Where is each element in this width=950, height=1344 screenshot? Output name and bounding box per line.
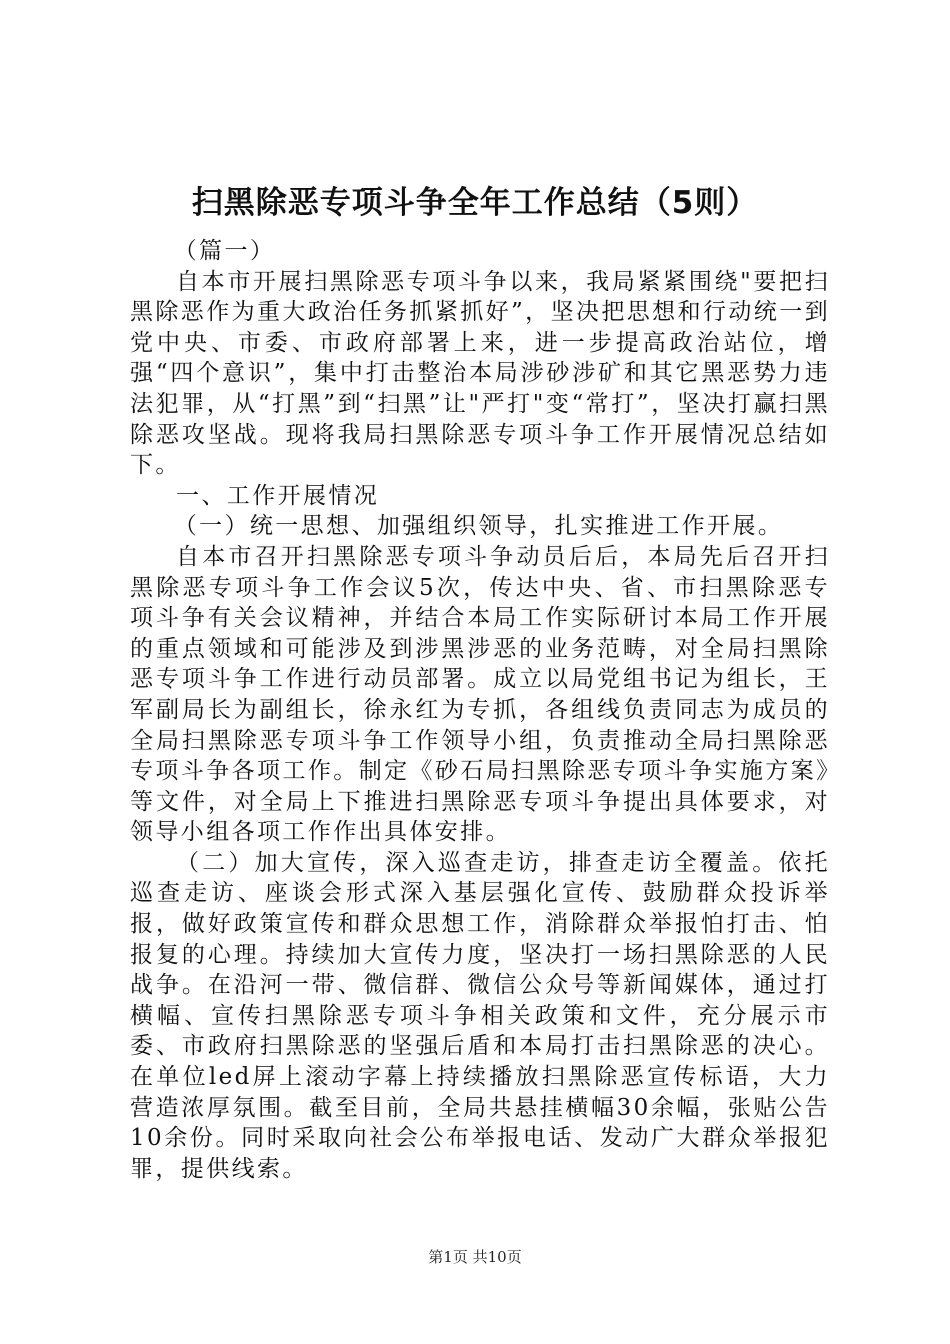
subsection-heading-one: （一）统一思想、加强组织领导，扎实推进工作开展。 — [173, 513, 784, 540]
body-paragraph-organization: 自本市召开扫黑除恶专项斗争动员后后，本局先后召开扫黑除恶专项斗争工作会议5次，传达中央、省、市扫黑除恶专项斗争有关会议精神，并结合本局工作实际研讨本局工作开展的重点领域和可能涉及到涉黑涉恶的业务范畴，对全局扫黑除恶专项斗争工作进行动员部署。成立以局党组书记为组长，王军副局长为副组长，徐永红为专抓，各组线负责同志为成员的全局扫黑除恶专项斗争工作领导小组，负责推动全局扫黑除恶专项斗争各项工作。制定《砂石局扫黑除恶专项斗争实施方案》等文件，对全局上下推进扫黑除恶专项斗争提出具体要求，对领导小组各项工作作出具体安排。 — [130, 543, 830, 846]
document-title: 扫黑除恶专项斗争全年工作总结（5则） — [191, 185, 759, 221]
body-paragraph-publicity: （二）加大宣传，深入巡查走访，排查走访全覆盖。依托巡查走访、座谈会形式深入基层强化宣传、鼓励群众投诉举报，做好政策宣传和群众思想工作，消除群众举报怕打击、怕报复的心理。持续加大宣传力度，坚决打一场扫黑除恶的人民战争。在沿河一带、微信群、微信公众号等新闻媒体，通过打横幅、宣传扫黑除恶专项斗争相关政策和文件，充分展示市委、市政府扫黑除恶的坚强后盾和本局打击扫黑除恶的决心。在单位led屏上滚动字幕上持续播放扫黑除恶宣传标语，大力营造浓厚氛围。截至目前，全局共悬挂横幅30余幅，张贴公告10余份。同时采取向社会公布举报电话、发动广大群众举报犯罪，提供线索。 — [130, 849, 830, 1182]
document-body — [130, 236, 830, 1184]
section-heading-work-status: 一、工作开展情况 — [176, 482, 380, 509]
page-number-footer: 第1页 共10页 — [428, 1248, 522, 1266]
intro-paragraph: 自本市开展扫黑除恶专项斗争以来，我局紧紧围绕"要把扫黑除恶作为重大政治任务抓紧抓好”，坚决把思想和行动统一到党中央、市委、市政府部署上来，进一步提高政治站位，增强“四个意识”，集中打击整治本局涉砂涉矿和其它黑恶势力违法犯罪，从“打黑”到“扫黑”让"严打"变“常打”，坚决打赢扫黑除恶攻坚战。现将我局扫黑除恶专项斗争工作开展情况总结如下。 — [130, 268, 830, 479]
section-label-part-one: （篇一） — [173, 238, 276, 264]
